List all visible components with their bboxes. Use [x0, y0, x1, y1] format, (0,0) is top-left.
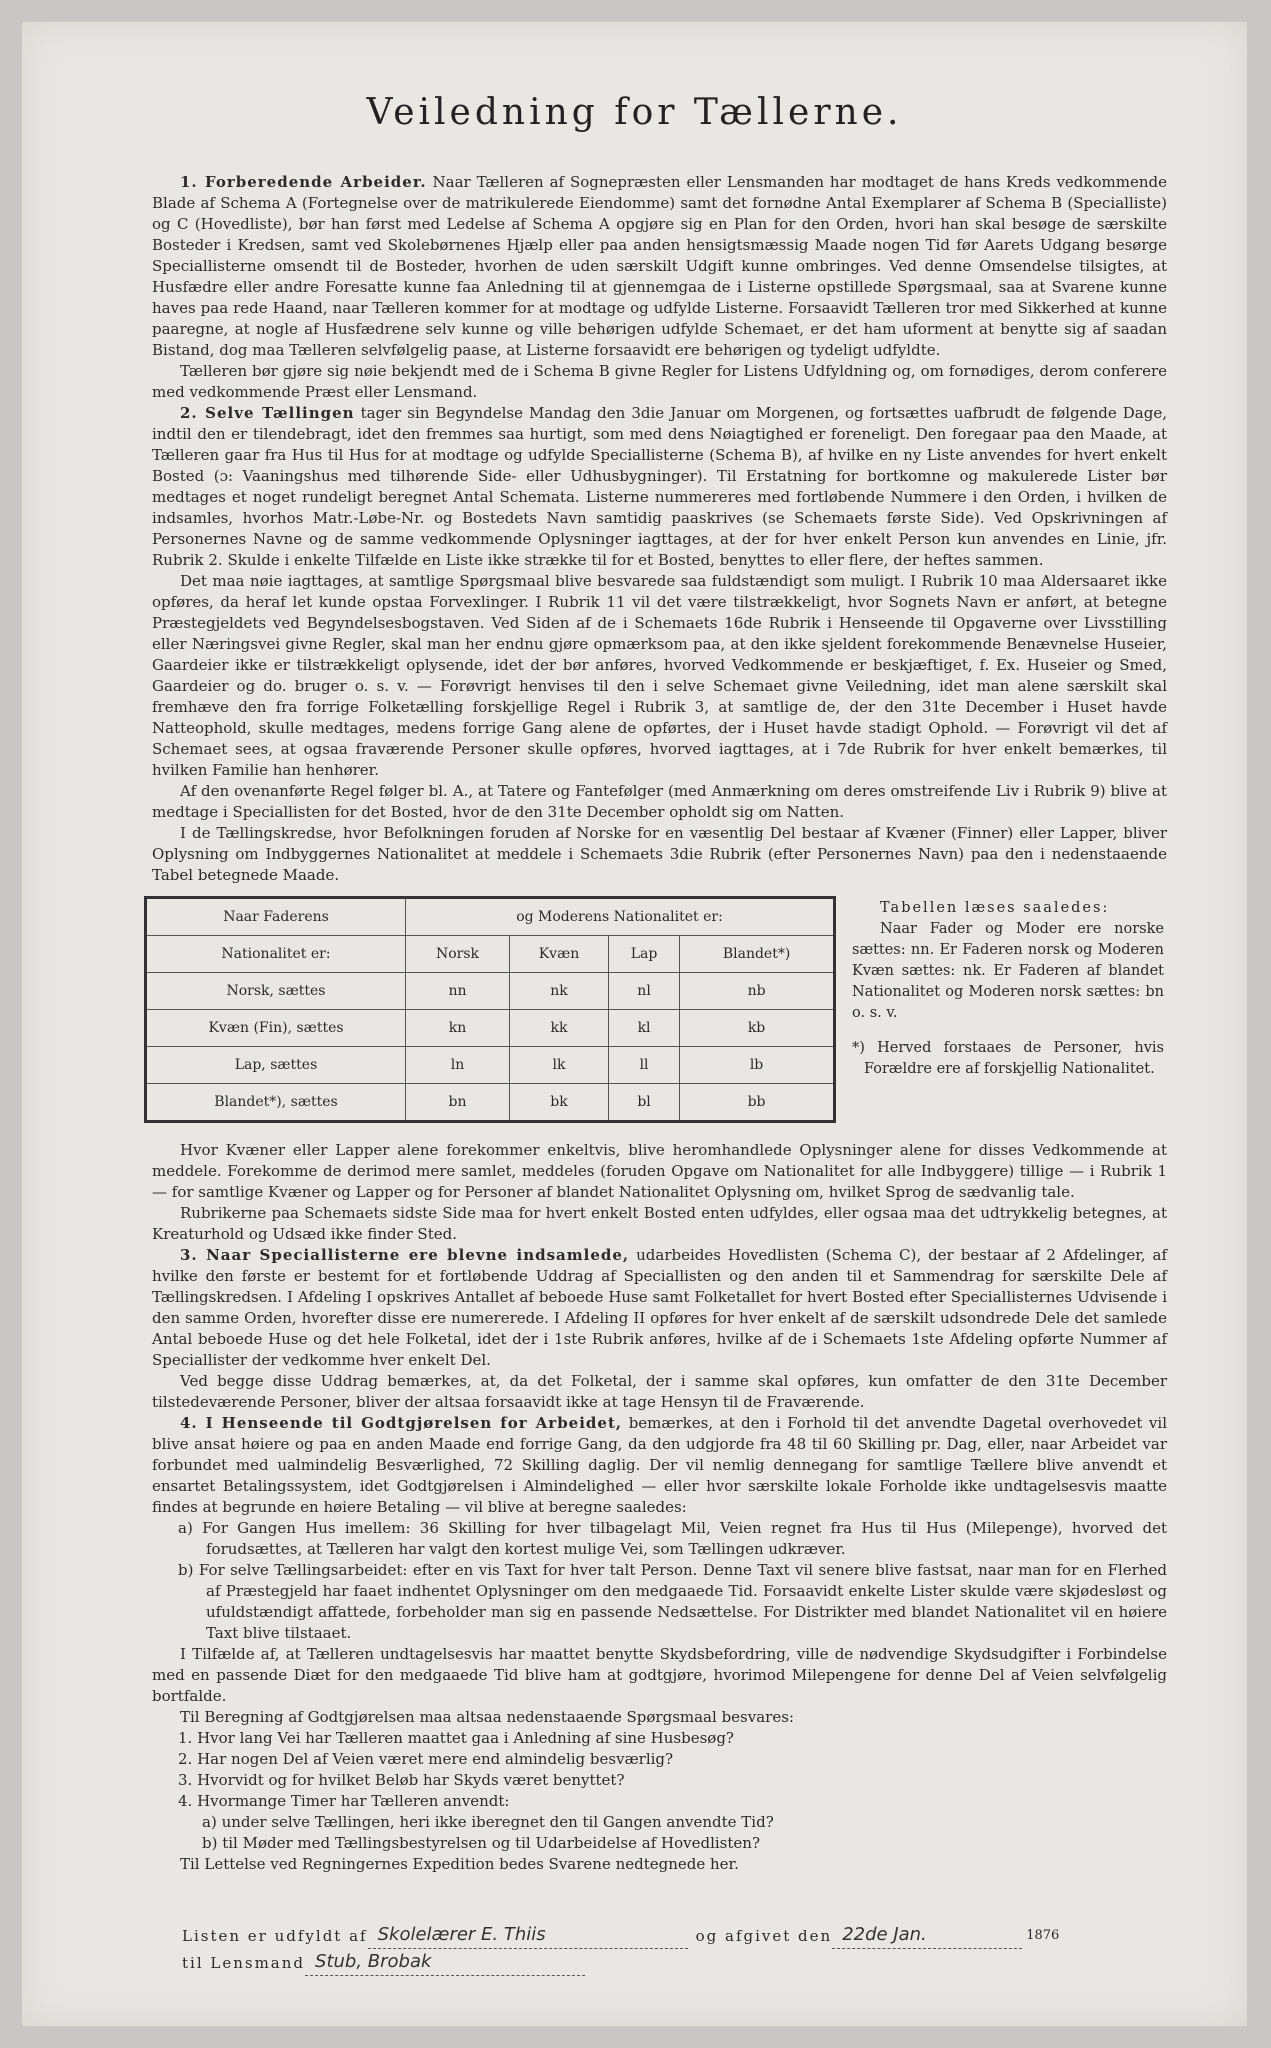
table-cell: lb [680, 1047, 835, 1084]
footer-filled-by-label: Listen er udfyldt af [182, 1927, 368, 1945]
section-2-heading: 2. Selve Tællingen [180, 404, 355, 422]
section-2-paragraph-5: Hvor Kvæner eller Lapper alene forekommer enkeltvis, blive heromhandlede Oplysninger alene for disses Vedkommende at meddele. Forekomme de derimod mere samlet, meddeles (foruden Opgave om Nationalitet for alle Indbyggere) tillige — i Rubrik 1 — for samtlige Kvæner og Lapper og for Personer af blandet Nationalitet Oplysning om, hvilket Sprog de sædvanlig tale. [152, 1141, 1167, 1201]
footer-line-1 [182, 1922, 1142, 1949]
table-row-label: Blandet*), sættes [146, 1084, 406, 1122]
list-item: b) For selve Tællingsarbeidet: efter en vis Taxt for hver talt Person. Denne Taxt vil senere blive fastsat, naar man for en Flerhed af Præstegjeld har faaet indhentet Oplysninger om den medgaaede Tid. Forsaavidt enkelte Lister skulde være skjødesløst og ufuldstændigt affattede, forbeholder man sig en passende Nedsættelse. For Distrikter med blandet Nationalitet vil en høiere Taxt blive tilstaaet. [178, 1561, 1167, 1642]
side-note-heading: Tabellen læses saaledes: [880, 900, 1110, 916]
table-header-mother: og Moderens Nationalitet er: [406, 898, 835, 936]
nationality-table-block [152, 896, 1167, 1132]
list-item: b) til Møder med Tællingsbestyrelsen og til Udarbeidelse af Hovedlisten? [202, 1834, 760, 1852]
section-2-paragraph-2: Det maa nøie iagttages, at samtlige Spørgsmaal blive besvarede saa fuldstændigt som muligt. I Rubrik 10 maa Aldersaaret ikke opføres, da heraf let kunde opstaa Forvexlinger. I Rubrik 11 vil det være tilstrækkeligt, hvor Sognets Navn er anført, at betegne Præstegjeldets ved Begyndelsesbogstaven. Ved Siden af de i Schemaets 16de Rubrik i Henseende til Opgaverne over Livsstilling eller Næringsvei givne Regler, skal man her endnu gjøre opmærksom paa, at den ikke sjeldent forekommende Benævnelse Huseier, Gaardeier ikke er tilstrækkeligt oplysende, idet der bør anføres, hvorved Vedkommende er beskjæftiget, f. Ex. Huseier og Smed, Gaardeier og do. bruger o. s. v. — Forøvrigt henvises til den i selve Schemaet givne Veiledning, idet man alene særskilt skal fremhæve den fra forrige Folketælling forskjellige Regel i Rubrik 3, at samtlige de, der den 31te December i Huset havde Natteophold, skulle medtages, medens forrige Gang alene de opførtes, der i Huset havde stadigt Ophold. — Forøvrigt vil det af Schemaet sees, at ogsaa fraværende Personer skulle opføres, hvorved iagttages, at i 7de Rubrik for hver enkelt bemærkes, til hvilken Familie han henhører. [152, 572, 1167, 779]
list-item: 2. Har nogen Del af Veien været mere end almindelig besværlig? [178, 1750, 674, 1768]
table-cell: kk [510, 1010, 609, 1047]
table-cell: lk [510, 1047, 609, 1084]
delivery-year: 1876 [1026, 1928, 1060, 1943]
table-cell: bn [406, 1084, 510, 1122]
enumerator-signature: Skolelærer E. Thiis [368, 1922, 688, 1949]
list-item: 3. Hvorvidt og for hvilket Beløb har Skyds været benyttet? [178, 1771, 625, 1789]
table-cell: bb [680, 1084, 835, 1122]
section-4-paragraph-2: I Tilfælde af, at Tælleren undtagelsesvis har maattet benytte Skydsbefordring, ville de nødvendige Skydsudgifter i Forbindelse med en passende Diæt for den medgaaede Tid blive ham at godtgjøre, hvorimod Milepengene for denne Del af Veien selvfølgelig bortfalde. [152, 1645, 1167, 1705]
table-row-label: Kvæn (Fin), sættes [146, 1010, 406, 1047]
table-cell: kn [406, 1010, 510, 1047]
table-header-father-1: Naar Faderens [146, 898, 406, 936]
question-list [152, 1728, 1167, 1854]
table-header-father-2: Nationalitet er: [146, 936, 406, 973]
table-cell: ln [406, 1047, 510, 1084]
section-1-heading: 1. Forberedende Arbeider. [180, 173, 427, 191]
table-cell: nl [608, 973, 679, 1010]
document-page [22, 22, 1247, 2026]
section-3-heading: 3. Naar Speciallisterne ere blevne indsamlede, [180, 1246, 630, 1264]
table-col-kvaen: Kvæn [510, 936, 609, 973]
table-row-label: Norsk, sættes [146, 973, 406, 1010]
signature-footer [182, 1922, 1142, 1976]
table-col-lap: Lap [608, 936, 679, 973]
footer-line-2 [182, 1949, 1142, 1976]
section-1-paragraph-2: Tælleren bør gjøre sig nøie bekjendt med de i Schema B givne Regler for Listens Udfyldning og, om fornødiges, derom conferere med vedkommende Præst eller Lensmand. [152, 362, 1167, 401]
section-4-paragraph-4: Til Lettelse ved Regningernes Expedition bedes Svarene nedtegnede her. [180, 1855, 739, 1873]
delivery-date: 22de Jan. [832, 1922, 1022, 1949]
table-col-norsk: Norsk [406, 936, 510, 973]
table-cell: kl [608, 1010, 679, 1047]
section-2-paragraph-4: I de Tællingskredse, hvor Befolkningen foruden af Norske for en væsentlig Del bestaar af Kvæner (Finner) eller Lapper, bliver Oplysning om Indbyggernes Nationalitet at meddele i Schemaets 3die Rubrik (efter Personernes Navn) paa den i nedenstaaende Tabel betegnede Maade. [152, 824, 1167, 884]
payment-list [152, 1518, 1167, 1644]
section-2-text: tager sin Begyndelse Mandag den 3die Januar om Morgenen, og fortsættes uafbrudt de følgende Dage, indtil den er tilendebragt, idet den fremmes saa hurtigt, som med dens Nøiagtighed er foreneligt. Den foregaar paa den Maade, at Tælleren gaar fra Hus til Hus for at modtage og udfylde Speciallisterne (Schema B), af hvilke en ny Liste anvendes for hvert enkelt Bosted (ɔ: Vaaningshus med tilhørende Side- eller Udhusbygninger). Til Erstatning for bortkomne og makulerede Lister bør medtages et noget rundeligt beregnet Antal Schemata. Listerne nummereres med fortløbende Nummere i den Orden, i hvilken de indsamles, hvorhos Matr.-Løbe-Nr. og Bostedets Navn samtidig paaskrives (se Schemaets første Side). Ved Opskrivningen af Personernes Navne og de samme vedkommende Oplysninger iagttages, at der for hver enkelt Person kun anvendes en Linie, jfr. Rubrik 2. Skulde i enkelte Tilfælde en Liste ikke strække til for et Bosted, benyttes to eller flere, der heftes sammen. [152, 404, 1167, 569]
table-cell: kb [680, 1010, 835, 1047]
section-2-paragraph-6: Rubrikerne paa Schemaets sidste Side maa for hvert enkelt Bosted enten udfyldes, eller ogsaa maa det udtrykkelig betegnes, at Kreaturhold og Udsæd ikke finder Sted. [152, 1204, 1167, 1243]
section-4-text: bemærkes, at den i Forhold til det anvendte Dagetal overhovedet vil blive ansat høiere og paa en anden Maade end forrige Gang, da den udgjorde fra 48 til 60 Skilling pr. Dag, eller, naar Arbeidet var forbundet med ualmindelig Besværlighed, 72 Skilling daglig. Der vil nemlig dennegang for samtlige Tællere blive anvendt et ensartet Betalingssystem, idet Godtgjørelsen i Almindelighed — eller hvor særskilte lokale Forholde ikke undtagelsesvis maatte findes at begrunde en høiere Betaling — vil blive at beregne saaledes: [152, 1414, 1168, 1516]
table-cell: nb [680, 973, 835, 1010]
side-note-text: Naar Fader og Moder ere norske sættes: nn. Er Faderen norsk og Moderen Kvæn sættes: nk. Er Faderen af blandet Nationalitet og Moderen norsk sættes: bn o. s. v. [852, 921, 1164, 1021]
footer-lensmand-label: til Lensmand [182, 1954, 306, 1972]
section-4-heading: 4. I Henseende til Godtgjørelsen for Arbeidet, [180, 1414, 623, 1432]
table-row-label: Lap, sættes [146, 1047, 406, 1084]
section-2-paragraph-3: Af den ovenanførte Regel følger bl. A., at Tatere og Fantefølger (med Anmærkning om deres omstreifende Liv i Rubrik 9) blive at medtage i Speciallisten for det Bosted, hvor de den 31te December opholdt sig om Natten. [152, 782, 1167, 821]
instructions-body [152, 172, 1167, 1875]
table-cell: bl [608, 1084, 679, 1122]
table-row [146, 1047, 835, 1084]
nationality-table [144, 896, 836, 1123]
side-note-footnote: *) Herved forstaaes de Personer, hvis Forældre ere af forskjellig Nationalitet. [852, 1040, 1164, 1077]
page-title: Veiledning for Tællerne. [366, 92, 903, 133]
table-cell: bk [510, 1084, 609, 1122]
table-row [146, 973, 835, 1010]
table-cell: ll [608, 1047, 679, 1084]
section-1-text: Naar Tælleren af Sognepræsten eller Lensmanden har modtaget de hans Kreds vedkommende Blade af Schema A (Fortegnelse over de matrikulerede Eiendomme) samt det fornødne Antal Exemplarer af Schema B (Specialliste) og C (Hovedliste), bør han først med Ledelse af Schema A opgjøre sig en Plan for den Orden, hvori han skal besøge de særskilte Bosteder i Kredsen, samt ved Skolebørnenes Hjælp eller paa anden hensigtsmæssig Maade nogen Tid før Aarets Udgang besørge Speciallisterne omsendt til de Bosteder, hvorhen de uden særskilt Udgift kunne ombringes. Ved denne Omsendelse tilsigtes, at Husfædre eller andre Foresatte kunne faa Anledning til at gjennemgaa de i Listerne opstillede Spørgsmaal, saa at Svarene kunne haves paa rede Haand, naar Tælleren kommer for at modtage og udfylde Listerne. Forsaavidt Tælleren tror med Sikkerhed at kunne paaregne, at nogle af Husfædrene selv kunne og ville behørigen udfylde Schemaet, er det ham uforment at benytte sig af saadan Bistand, dog maa Tælleren selvfølgelig paase, at Listerne forsaavidt ere behørigen og tydeligt udfyldte. [152, 173, 1167, 359]
section-3-text: udarbeides Hovedlisten (Schema C), der bestaar af 2 Afdelinger, af hvilke den første er bestemt for et fortløbende Uddrag af Speciallisten og den anden til et Sammendrag for særskilte Dele af Tællingskredsen. I Afdeling I opskrives Antallet af beboede Huse samt Folketallet for hvert Bosted efter Speciallisternes Udvisende i den samme Orden, hvorefter disse ere numererede. I Afdeling II opføres for hver enkelt af de særskilt udsondrede Dele det samlede Antal beboede Huse og det hele Folketal, idet der i 1ste Rubrik anføres, hvilke af de i Schemaets 1ste Afdeling opførte Nummer af Speciallister der vedkomme hver enkelt Del. [152, 1246, 1167, 1369]
list-item: 1. Hvor lang Vei har Tælleren maattet gaa i Anledning af sine Husbesøg? [178, 1729, 734, 1747]
footer-delivered-label: og afgivet den [695, 1927, 833, 1945]
list-item: a) under selve Tællingen, heri ikke iberegnet den til Gangen anvendte Tid? [202, 1813, 774, 1831]
list-item: a) For Gangen Hus imellem: 36 Skilling for hver tilbagelagt Mil, Veien regnet fra Hus til Hus (Milepenge), hvorved det forudsættes, at Tælleren har valgt den kortest mulige Vei, som Tællingen udkræver. [178, 1519, 1167, 1558]
table-side-note [852, 898, 1164, 1080]
list-item: 4. Hvormange Timer har Tælleren anvendt: [178, 1792, 510, 1810]
table-row [146, 1084, 835, 1122]
table-row [146, 1010, 835, 1047]
table-cell: nn [406, 973, 510, 1010]
lensmand-signature: Stub, Brobak [305, 1949, 585, 1976]
table-col-blandet: Blandet*) [680, 936, 835, 973]
section-3-paragraph-2: Ved begge disse Uddrag bemærkes, at, da det Folketal, der i samme skal opføres, kun omfatter de den 31te December tilstedeværende Personer, bliver der altsaa forsaavidt ikke at tage Hensyn til de Fraværende. [152, 1372, 1167, 1411]
table-cell: nk [510, 973, 609, 1010]
section-4-paragraph-3: Til Beregning af Godtgjørelsen maa altsaa nedenstaaende Spørgsmaal besvares: [180, 1708, 794, 1726]
